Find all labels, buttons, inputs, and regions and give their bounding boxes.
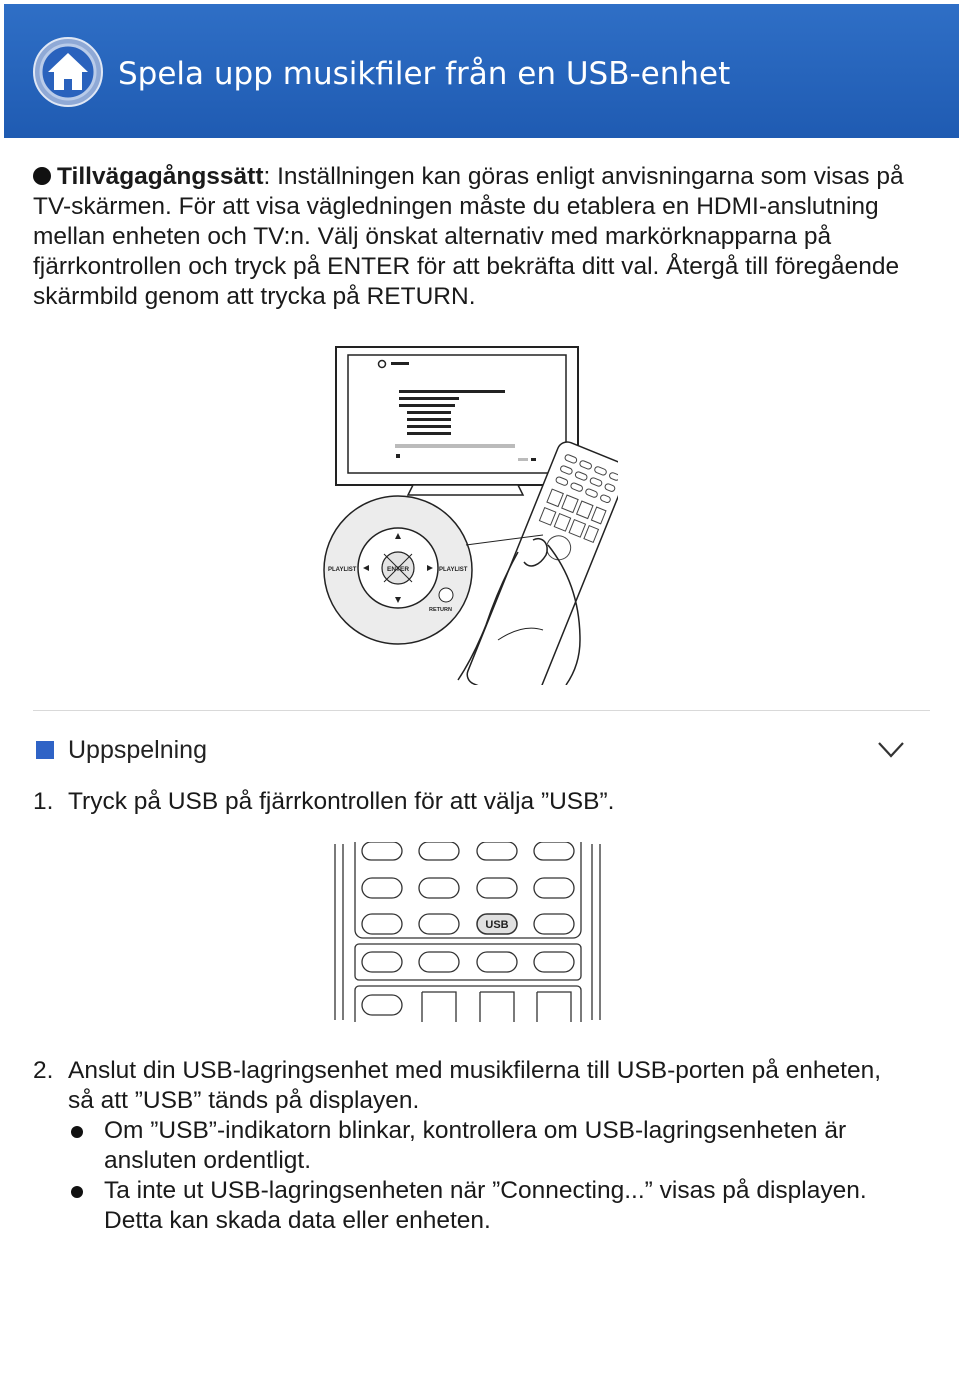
bullet-icon — [71, 1126, 83, 1138]
step-text: Tryck på USB på fjärrkontrollen för att välja ”USB”. — [68, 788, 615, 815]
tv-remote-illustration — [318, 340, 618, 685]
enter-button-label: ENTER — [386, 566, 410, 573]
bullet-icon — [33, 167, 51, 185]
section-marker — [36, 741, 54, 759]
chevron-down-icon[interactable] — [876, 738, 906, 760]
playlist-left-label: PLAYLIST — [328, 567, 357, 573]
step-2 — [33, 1056, 888, 1116]
section-divider — [33, 710, 930, 711]
playlist-right-label: PLAYLIST — [439, 567, 468, 573]
page-header — [4, 4, 959, 138]
bullet-icon — [71, 1186, 83, 1198]
return-button-label: RETURN — [429, 607, 452, 613]
home-button[interactable] — [32, 36, 104, 108]
procedure-text: : Inställningen kan göras enligt anvisningarna som visas på TV-skärmen. För att visa vägledningen måste du etablera en HDMI-anslutning mellan enheten och TV:n. Välj önskat alternativ med markörknapparna på fjärrkontrollen och tryck på ENTER för att bekräfta ditt val. Återgå till föregående skärmbild genom att trycka på RETURN. — [33, 163, 904, 310]
page-title: Spela upp musikfiler från en USB-enhet — [118, 56, 731, 92]
step-number: 1. — [33, 788, 54, 815]
section-title: Uppspelning — [68, 736, 207, 764]
home-icon — [32, 36, 104, 108]
usb-button-label: USB — [485, 919, 509, 931]
note-item: Ta inte ut USB-lagringsenheten när ”Connecting...” visas på displayen. Detta kan skada data eller enheten. — [104, 1177, 867, 1234]
step-1 — [33, 787, 888, 817]
note-item: Om ”USB”-indikatorn blinkar, kontrollera om USB-lagringsenheten är ansluten ordentligt. — [104, 1117, 847, 1174]
step-text: Anslut din USB-lagringsenhet med musikfilerna till USB-porten på enheten, så att ”USB” tänds på displayen. — [68, 1057, 882, 1114]
procedure-paragraph — [33, 162, 913, 312]
remote-usb-illustration — [330, 842, 605, 1022]
step-number: 2. — [33, 1057, 54, 1084]
procedure-label: Tillvägagångssätt — [57, 163, 264, 190]
